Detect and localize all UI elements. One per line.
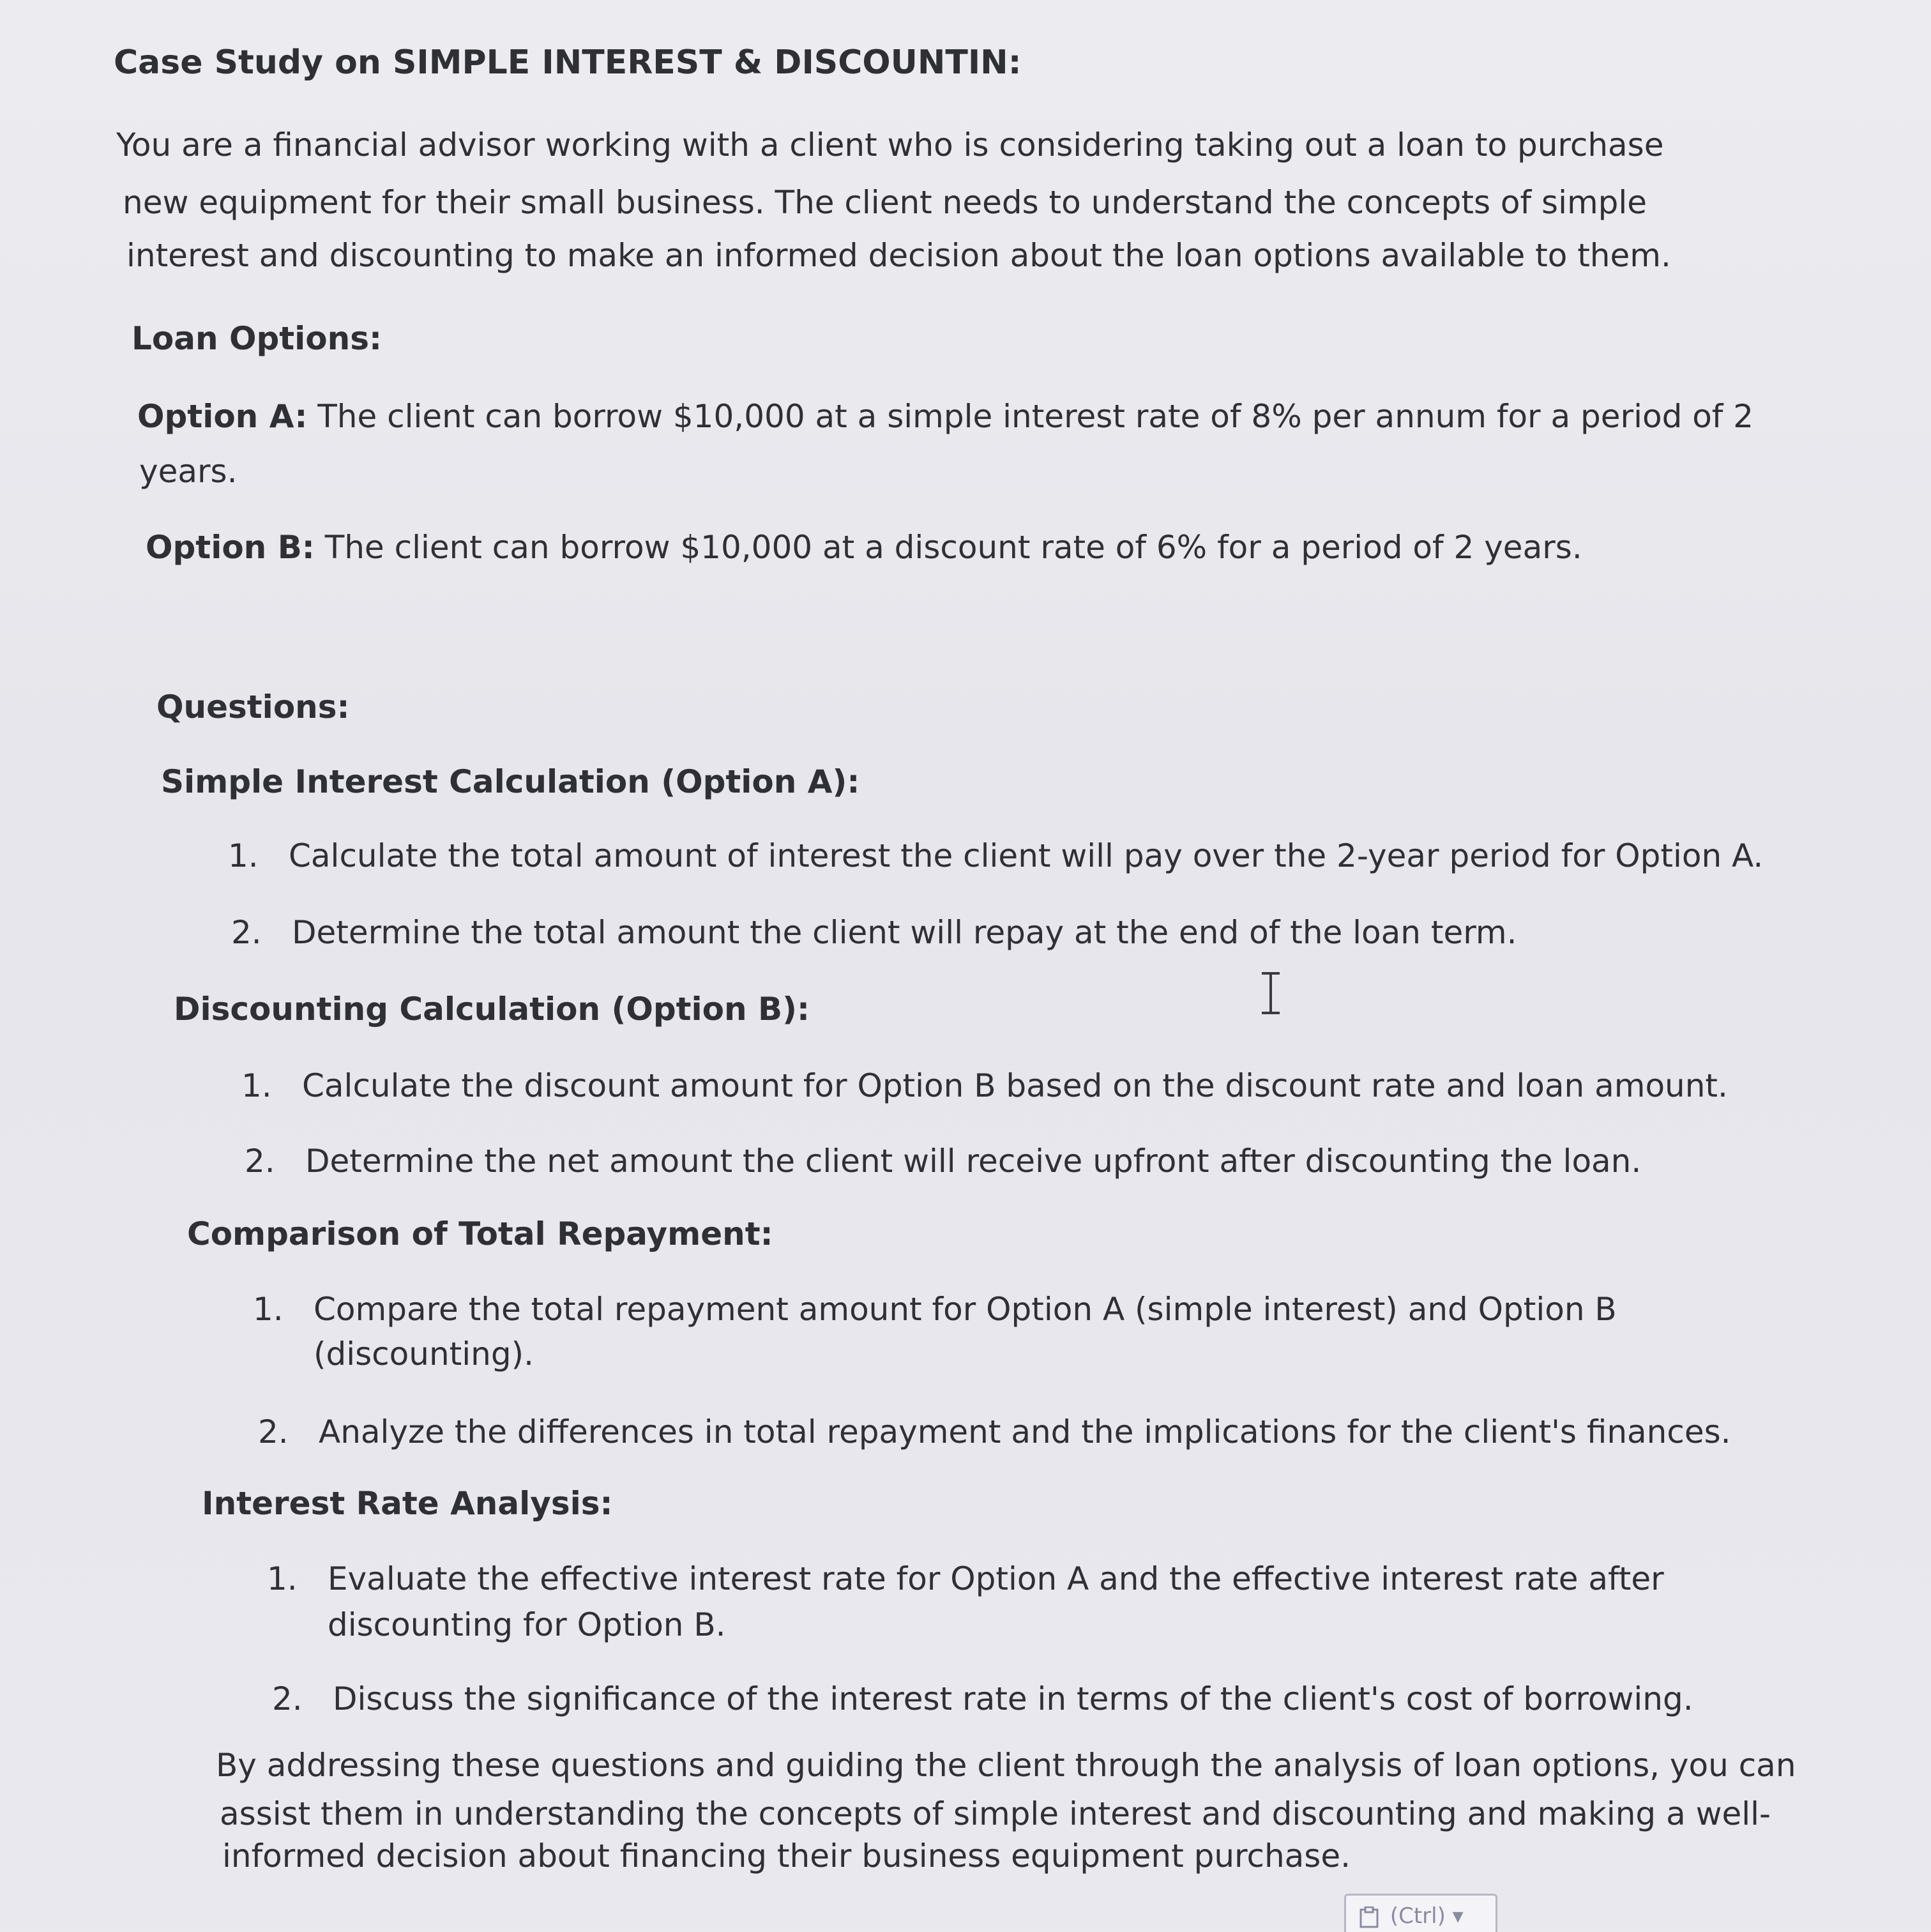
option-a-text: The client can borrow $10,000 at a simple interest rate of 8% per annum for a period of 2 <box>307 398 1754 435</box>
text-cursor-icon <box>1257 971 1285 1015</box>
paste-options-label: (Ctrl) <box>1390 1903 1446 1929</box>
intro-line-1: You are a financial advisor working with a client who is considering taking out a loan to purchase <box>116 126 1664 164</box>
closing-line-1: By addressing these questions and guiding the client through the analysis of loan options, you can <box>216 1747 1796 1784</box>
clipboard-icon <box>1359 1906 1383 1928</box>
list-item-continuation: discounting for Option B. <box>328 1606 726 1643</box>
option-b-label: Option B: <box>146 529 315 566</box>
intro-line-2: new equipment for their small business. The client needs to understand the concepts of simple <box>123 184 1647 221</box>
option-a-line-2: years. <box>139 453 238 490</box>
closing-line-3: informed decision about financing their business equipment purchase. <box>222 1837 1351 1875</box>
section-heading-simple-interest: Simple Interest Calculation (Option A): <box>161 763 860 800</box>
paste-options-button[interactable] <box>1344 1894 1497 1932</box>
loan-options-heading: Loan Options: <box>132 320 382 357</box>
option-a-label: Option A: <box>137 398 308 435</box>
list-item: 2. Analyze the differences in total repayment and the implications for the client's finances. <box>258 1413 1731 1450</box>
closing-line-2: assist them in understanding the concepts of simple interest and discounting and making a well- <box>220 1795 1771 1832</box>
questions-heading: Questions: <box>156 688 350 726</box>
section-heading-discounting: Discounting Calculation (Option B): <box>174 991 810 1028</box>
section-heading-comparison: Comparison of Total Repayment: <box>187 1215 773 1252</box>
intro-line-3: interest and discounting to make an informed decision about the loan options available to them. <box>126 237 1671 274</box>
list-item: 2. Discuss the significance of the interest rate in terms of the client's cost of borrowing. <box>272 1680 1693 1717</box>
list-item: 1. Calculate the total amount of interest the client will pay over the 2-year period for Option A. <box>228 837 1764 874</box>
list-item: 2. Determine the total amount the client will repay at the end of the loan term. <box>231 914 1517 951</box>
list-item: 1. Calculate the discount amount for Option B based on the discount rate and loan amount. <box>241 1067 1728 1104</box>
list-item-continuation: (discounting). <box>314 1335 534 1373</box>
option-b-line <box>146 527 1582 568</box>
section-heading-interest-rate: Interest Rate Analysis: <box>202 1485 613 1522</box>
list-item: 1. Compare the total repayment amount for Option A (simple interest) and Option B <box>253 1291 1617 1328</box>
option-a-line-1 <box>137 396 1753 437</box>
option-b-text: The client can borrow $10,000 at a discount rate of 6% for a period of 2 years. <box>314 529 1582 566</box>
chevron-down-icon: ▾ <box>1452 1903 1464 1929</box>
list-item: 1. Evaluate the effective interest rate for Option A and the effective interest rate after <box>267 1560 1664 1597</box>
document-title: Case Study on SIMPLE INTEREST & DISCOUNTIN: <box>114 43 1022 82</box>
list-item: 2. Determine the net amount the client will receive upfront after discounting the loan. <box>245 1143 1642 1180</box>
